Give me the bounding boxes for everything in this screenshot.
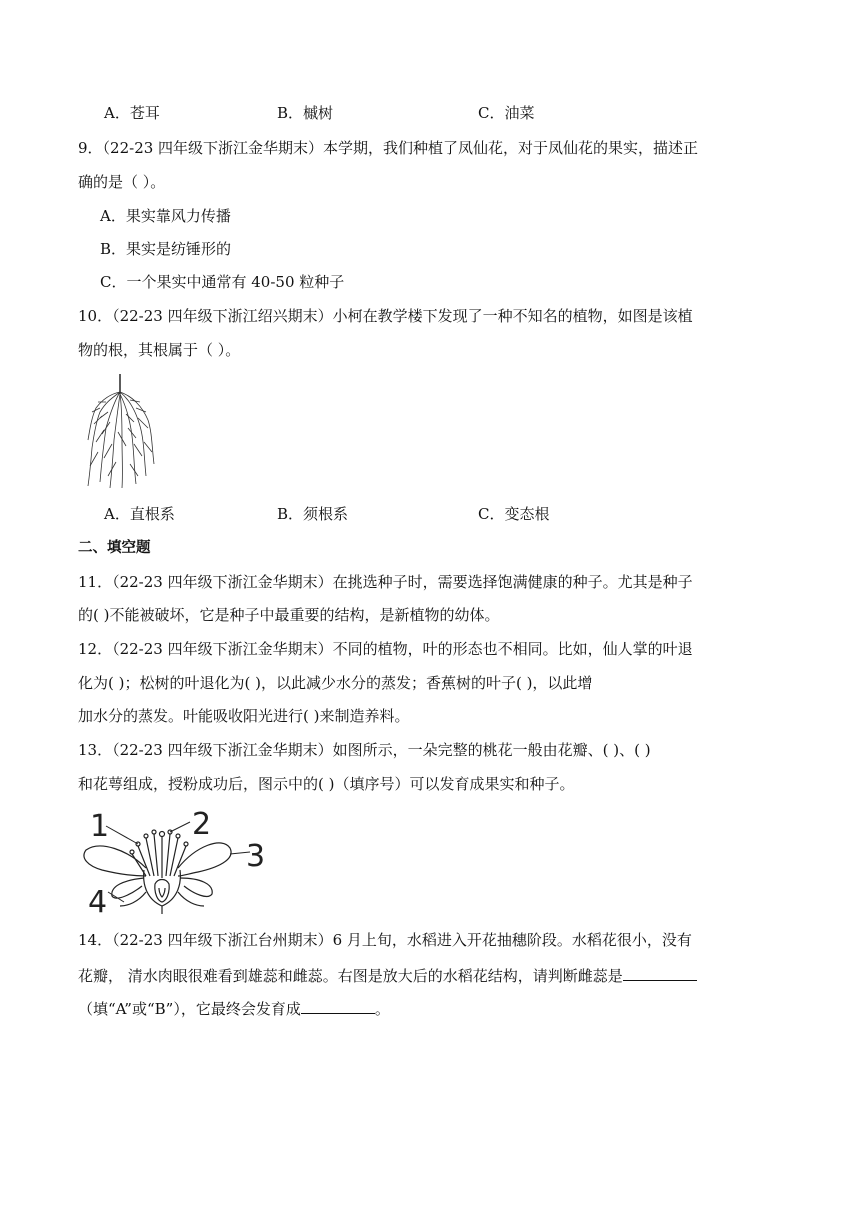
q13-stem-line1: 13．（22-23 四年级下浙江金华期末）如图所示，一朵完整的桃花一般由花瓣、( )、( ) <box>78 741 651 759</box>
q9-option-c: C．一个果实中通常有 40-50 粒种子 <box>100 273 345 291</box>
flower-label-2: 2 <box>192 807 212 842</box>
q9-stem-line1: 9．（22-23 四年级下浙江金华期末）本学期，我们种植了凤仙花，对于凤仙花的果实，描述正 <box>78 139 699 157</box>
peach-flower-figure <box>80 806 270 916</box>
q8-option-c: C．油菜 <box>478 104 535 122</box>
q14-stem-line3-text: （填“A”或“B”），它最终会发育成 <box>78 1000 301 1018</box>
q9-option-a: A．果实靠风力传播 <box>100 207 231 225</box>
q12-stem-line1: 12．（22-23 四年级下浙江金华期末）不同的植物，叶的形态也不相同。比如，仙人掌的叶退 <box>78 640 693 658</box>
flower-label-1: 1 <box>90 809 110 844</box>
q14-blank-2 <box>301 999 375 1014</box>
flower-label-3: 3 <box>246 839 266 874</box>
q8-option-a: A．苍耳 <box>104 104 160 122</box>
q10-stem-line2: 物的根，其根属于（ ）。 <box>78 341 241 359</box>
flower-label-4: 4 <box>88 885 108 916</box>
q12-stem-line2: 化为( )；松树的叶退化为( )，以此减少水分的蒸发；香蕉树的叶子( )，以此增 <box>78 674 593 692</box>
q11-stem-line2: 的( )不能被破坏，它是种子中最重要的结构，是新植物的幼体。 <box>78 606 500 624</box>
q14-stem-line3-end: 。 <box>374 1000 390 1018</box>
q12-stem-line3: 加水分的蒸发。叶能吸收阳光进行( )来制造养料。 <box>78 707 410 725</box>
q10-stem-line1: 10．（22-23 四年级下浙江绍兴期末）小柯在教学楼下发现了一种不知名的植物，如图是该植 <box>78 307 693 325</box>
fibrous-root-figure <box>82 372 158 490</box>
q14-stem-line1: 14．（22-23 四年级下浙江台州期末）6 月上旬，水稻进入开花抽穗阶段。水稻花很小，没有 <box>78 931 692 949</box>
q14-stem-line2-text: 花瓣， 清水肉眼很难看到雄蕊和雌蕊。右图是放大后的水稻花结构，请判断雌蕊是 <box>78 967 623 985</box>
q9-option-b: B．果实是纺锤形的 <box>100 240 232 258</box>
q14-blank-1 <box>623 966 697 981</box>
q10-option-b: B．须根系 <box>277 505 349 523</box>
q10-option-c: C．变态根 <box>478 505 550 523</box>
q13-stem-line2: 和花萼组成，授粉成功后，图示中的( )（填序号）可以发育成果实和种子。 <box>78 775 575 793</box>
q14-stem-line2 <box>78 966 697 984</box>
q9-stem-line2: 确的是（ ）。 <box>78 173 166 191</box>
q8-option-b: B．槭树 <box>277 104 334 122</box>
section-title: 二、填空题 <box>78 540 151 556</box>
q14-stem-line3 <box>78 999 390 1017</box>
q11-stem-line1: 11．（22-23 四年级下浙江金华期末）在挑选种子时，需要选择饱满健康的种子。尤其是种子 <box>78 573 693 591</box>
q10-option-a: A．直根系 <box>104 505 175 523</box>
